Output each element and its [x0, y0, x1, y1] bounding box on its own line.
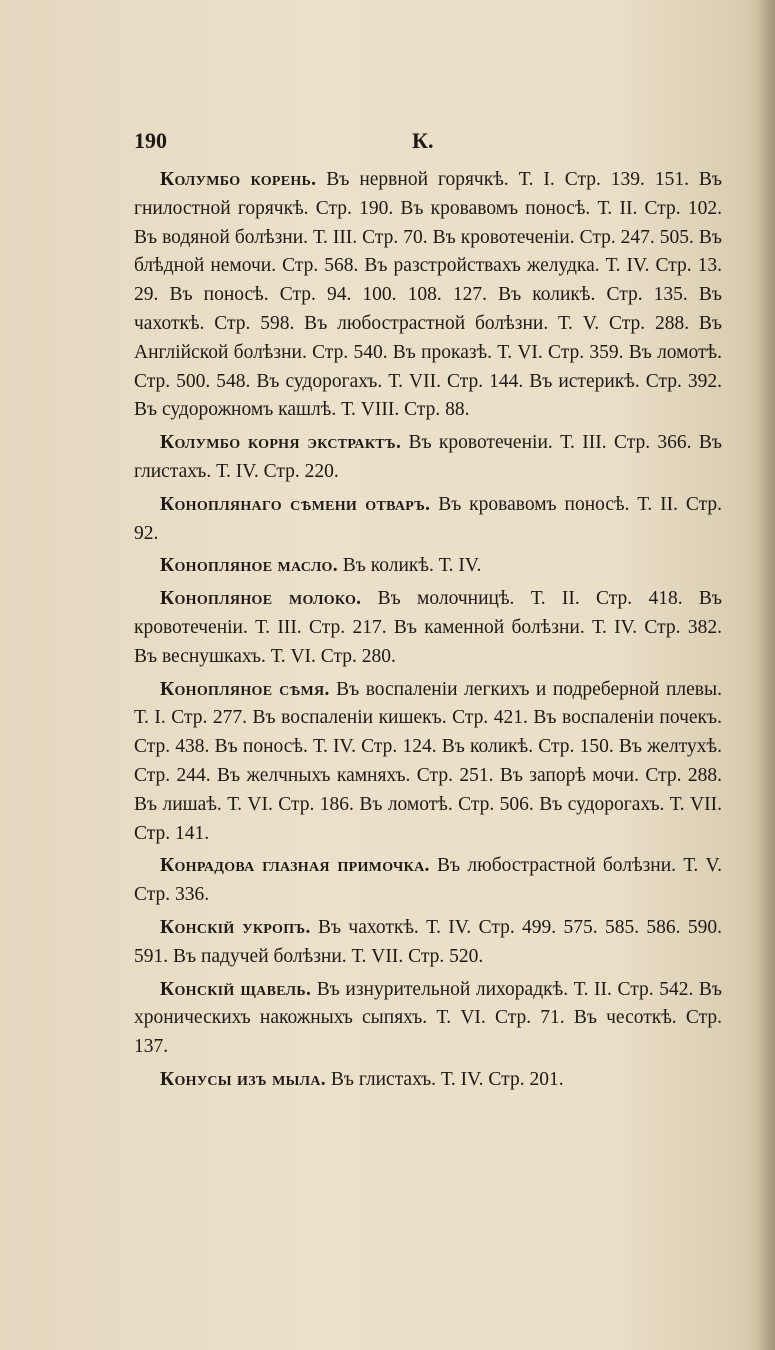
- entry-text: Въ глистахъ. Т. IV. Стр. 201.: [325, 1068, 564, 1090]
- entry-text: Въ воспаленіи легкихъ и подреберной плевы. Т. I. Стр. 277. Въ воспаленіи кишекъ. Стр. 421. Въ воспаленіи почекъ. Стр. 438. Въ поносѣ. Т. IV. Стр. 124. Въ коликѣ. Стр. 150. Въ желтухѣ. Стр. 244. Въ желчныхъ камняхъ. Стр. 251. Въ запорѣ мочи. Стр. 288. Въ лишаѣ. Т. VI. Стр. 186. Въ ломотѣ. Стр. 506. Въ судорогахъ. Т. VII. Стр. 141.: [134, 678, 722, 844]
- index-entry: [134, 852, 722, 910]
- entry-text: Въ молочницѣ. Т. II. Стр. 418. Въ кровотеченіи. Т. III. Стр. 217. Въ каменной болѣзни. Т. IV. Стр. 382. Въ веснушкахъ. Т. VI. Стр. 280.: [134, 588, 722, 667]
- entry-term: Коноплянаго сѣмени отваръ.: [160, 493, 431, 515]
- entry-text: Въ нервной горячкѣ. Т. I. Стр. 139. 151. Въ гнилостной горячкѣ. Стр. 190. Въ кровавомъ поносѣ. Т. II. Стр. 102. Въ водяной болѣзни. Т. III. Стр. 70. Въ кровотеченіи. Стр. 247. 505. Въ блѣдной немочи. Стр. 568. Въ разстройствахъ желудка. Т. IV. Стр. 13. 29. Въ поносѣ. Стр. 94. 100. 108. 127. Въ коликѣ. Стр. 135. Въ чахоткѣ. Стр. 598. Въ любострастной болѣзни. Т. V. Стр. 288. Въ Англійской болѣзни. Стр. 540. Въ проказѣ. Т. VI. Стр. 359. Въ ломотѣ. Стр. 500. 548. Въ судорогахъ. Т. VII. Стр. 144. Въ истерикѣ. Стр. 392. Въ судорожномъ кашлѣ. Т. VIII. Стр. 88.: [134, 169, 722, 421]
- entry-term: Колумбо корня экстрактъ.: [160, 432, 402, 454]
- entry-term: Колумбо корень.: [160, 169, 317, 190]
- entry-term: Конопляное масло.: [160, 555, 338, 577]
- index-entry: [134, 914, 722, 972]
- index-entry: [134, 585, 722, 671]
- section-letter: К.: [412, 128, 434, 153]
- index-entry: [134, 552, 722, 581]
- entry-text: Въ изнурительной лихорадкѣ. Т. II. Стр. 542. Въ хроническихъ накожныхъ сыпяхъ. Т. VI. Стр. 71. Въ чесоткѣ. Стр. 137.: [134, 978, 722, 1058]
- entry-term: Конопляное молоко.: [160, 588, 362, 610]
- entry-term: Конскій укропъ.: [160, 916, 311, 938]
- entry-term: Конрадова глазная примочка.: [160, 855, 430, 877]
- page-edge-shadow: [757, 0, 775, 1350]
- page-header: [134, 128, 724, 164]
- entry-text: Въ кровавомъ поносѣ. Т. II. Стр. 92.: [134, 493, 722, 544]
- index-entry: [134, 976, 722, 1062]
- index-entry: [134, 491, 722, 549]
- entry-text: Въ кровотеченіи. Т. III. Стр. 366. Въ глистахъ. Т. IV. Стр. 220.: [134, 432, 722, 482]
- page-number: 190: [134, 128, 167, 153]
- entry-term: Конусы изъ мыла.: [160, 1068, 326, 1090]
- entry-text: Въ коликѣ. Т. IV.: [337, 555, 482, 577]
- index-entry: [134, 1066, 722, 1095]
- entry-text: Въ любострастной болѣзни. Т. V. Стр. 336.: [134, 855, 722, 906]
- entry-text: Въ чахоткѣ. Т. IV. Стр. 499. 575. 585. 586. 590. 591. Въ падучей болѣзни. Т. VII. Стр. 520.: [134, 916, 723, 967]
- entry-term: Конопляное сѣмя.: [160, 678, 330, 700]
- index-entry: [134, 429, 722, 487]
- index-entry: [134, 166, 722, 425]
- index-entries: [134, 166, 722, 1099]
- index-entry: [134, 676, 722, 849]
- entry-term: Конскій щавель.: [160, 978, 312, 1000]
